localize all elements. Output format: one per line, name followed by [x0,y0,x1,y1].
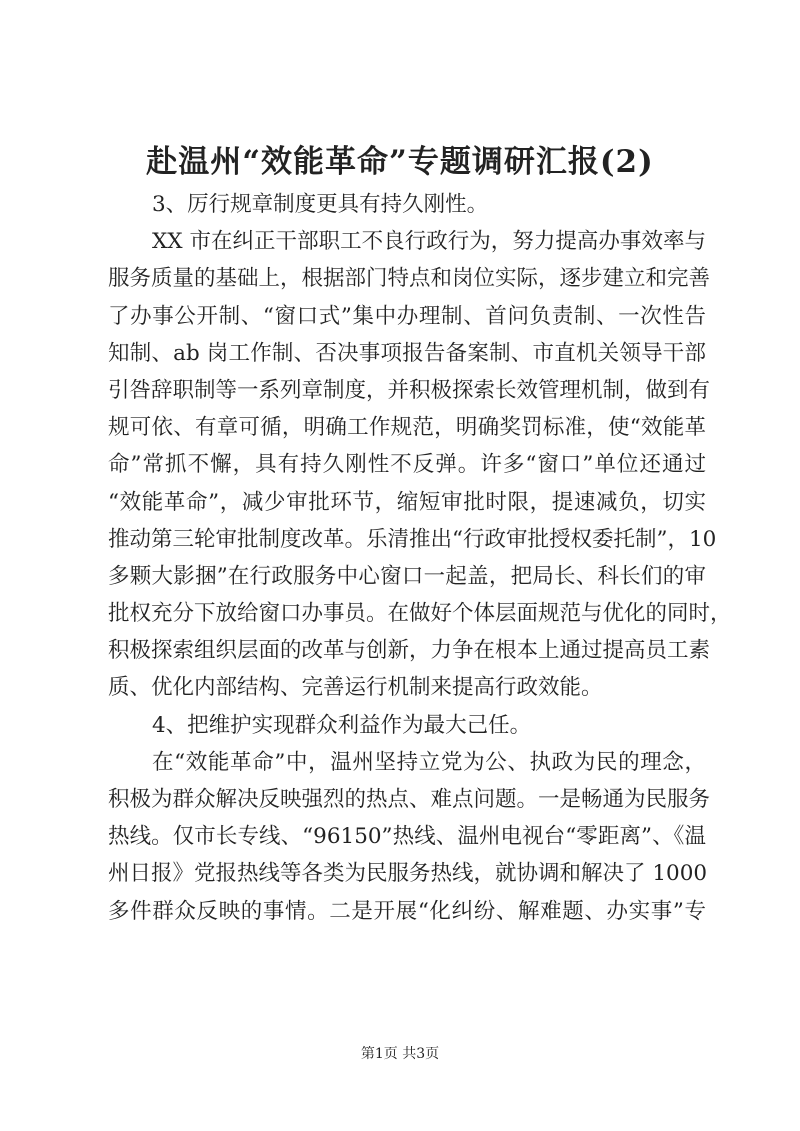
page-number: 第1页 共3页 [360,1046,440,1062]
text-line: 3、厉行规章制度更具有持久刚性。 [152,192,489,217]
text-line: 积极探索组织层面的改革与创新，力争在根本上通过提高员工素 [108,638,711,664]
text-line: 质、优化内部结构、完善运行机制来提高行政效能。 [108,675,603,701]
text-line: 规可依、有章可循，明确工作规范，明确奖罚标准，使“效能革 [108,415,706,441]
text-line: 引咎辞职制等一系列章制度，并积极探索长效管理机制，做到有 [108,377,711,403]
text-line: 在“效能革命”中，温州坚持立党为公、执政为民的理念， [152,749,706,775]
text-line: 州日报》党报热线等各类为民服务热线，就协调和解决了 1000 [108,861,708,887]
text-line: “效能革命”，减少审批环节，缩短审批时限，提速减负，切实 [108,489,706,515]
document-body [108,186,732,930]
text-line: 推动第三轮审批制度改革。乐清推出“行政审批授权委托制”，10 [108,526,717,552]
text-line: 知制、ab 岗工作制、否决事项报告备案制、市直机关领导干部 [108,340,706,366]
text-line: 多颗大影捆”在行政服务中心窗口一起盖，把局长、科长们的审 [108,563,706,589]
text-line: 服务质量的基础上，根据部门特点和岗位实际，逐步建立和完善 [108,266,711,292]
text-line: XX 市在纠正干部职工不良行政行为，努力提高办事效率与 [152,229,706,255]
document-title: 赴温州“效能革命”专题调研汇报(2) [146,144,654,180]
text-line: 多件群众反映的事情。二是开展“化纠纷、解难题、办实事”专 [108,898,706,924]
text-line: 热线。仅市长专线、“96150”热线、温州电视台“零距离”、《温 [108,824,706,850]
text-line: 命”常抓不懈，具有持久刚性不反弹。许多“窗口”单位还通过 [108,452,706,478]
text-line: 4、把维护实现群众利益作为最大己任。 [152,712,532,738]
text-line: 批权充分下放给窗口办事员。在做好个体层面规范与优化的同时， [108,601,732,627]
text-line: 积极为群众解决反映强烈的热点、难点问题。一是畅通为民服务 [108,787,711,812]
text-line: 了办事公开制、“窗口式”集中办理制、首问负责制、一次性告 [108,303,706,329]
